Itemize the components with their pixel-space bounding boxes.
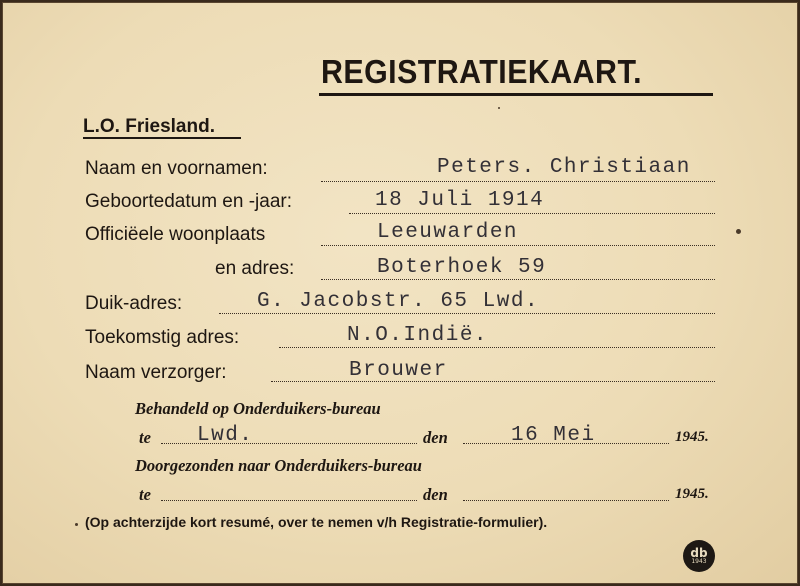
- address-value: Boterhoek 59: [377, 256, 547, 279]
- processed-date-value: 16 Mei: [511, 424, 596, 447]
- paper-speck: [736, 229, 741, 234]
- title-underline: [319, 93, 713, 96]
- processed-place-value: Lwd.: [197, 424, 254, 447]
- processed-heading: Behandeld op Onderduikers-bureau: [135, 399, 381, 418]
- registration-card: [2, 2, 798, 584]
- card-title: REGISTRATIEKAART.: [321, 53, 642, 90]
- organisation-label: L.O. Friesland.: [83, 116, 215, 137]
- forwarded-year: 1945.: [675, 486, 709, 502]
- birth-value: 18 Juli 1914: [375, 189, 545, 212]
- birth-dotted-line: [349, 213, 715, 214]
- forwarded-te-label: te: [139, 485, 151, 504]
- processed-te-label: te: [139, 428, 151, 447]
- forwarded-place-dotted-line: [161, 500, 417, 501]
- forwarded-heading: Doorgezonden naar Onderduikers-bureau: [135, 456, 422, 475]
- hiding-address-label: Duik-adres:: [85, 293, 183, 314]
- name-value: Peters. Christiaan: [437, 156, 691, 179]
- forwarded-date-dotted-line: [463, 500, 669, 501]
- forwarded-den-label: den: [423, 485, 448, 504]
- hiding-address-value: G. Jacobstr. 65 Lwd.: [257, 290, 540, 313]
- paper-speck: [75, 523, 78, 526]
- paper-speck: [498, 107, 500, 109]
- hiding-address-dotted-line: [219, 313, 715, 314]
- name-label: Naam en voornamen:: [85, 158, 268, 179]
- residence-value: Leeuwarden: [377, 221, 519, 244]
- name-dotted-line: [321, 181, 715, 182]
- address-dotted-line: [321, 279, 715, 280]
- footnote: (Op achterzijde kort resumé, over te nemen v/h Registratie-formulier).: [85, 514, 548, 530]
- birth-label: Geboortedatum en -jaar:: [85, 191, 293, 212]
- stamp-sub: 1943: [691, 558, 707, 565]
- guardian-value: Brouwer: [349, 359, 448, 382]
- address-label: en adres:: [215, 258, 295, 279]
- guardian-label: Naam verzorger:: [85, 362, 227, 383]
- future-address-label: Toekomstig adres:: [85, 327, 240, 348]
- residence-label: Officiëele woonplaats: [85, 224, 266, 245]
- guardian-dotted-line: [271, 381, 715, 382]
- future-address-value: N.O.Indië.: [347, 324, 489, 347]
- residence-dotted-line: [321, 245, 715, 246]
- printer-stamp: [683, 540, 715, 572]
- future-address-dotted-line: [279, 347, 715, 348]
- stamp-text: db: [690, 546, 708, 560]
- processed-den-label: den: [423, 428, 448, 447]
- organisation-underline: [83, 137, 241, 139]
- processed-year: 1945.: [675, 429, 709, 445]
